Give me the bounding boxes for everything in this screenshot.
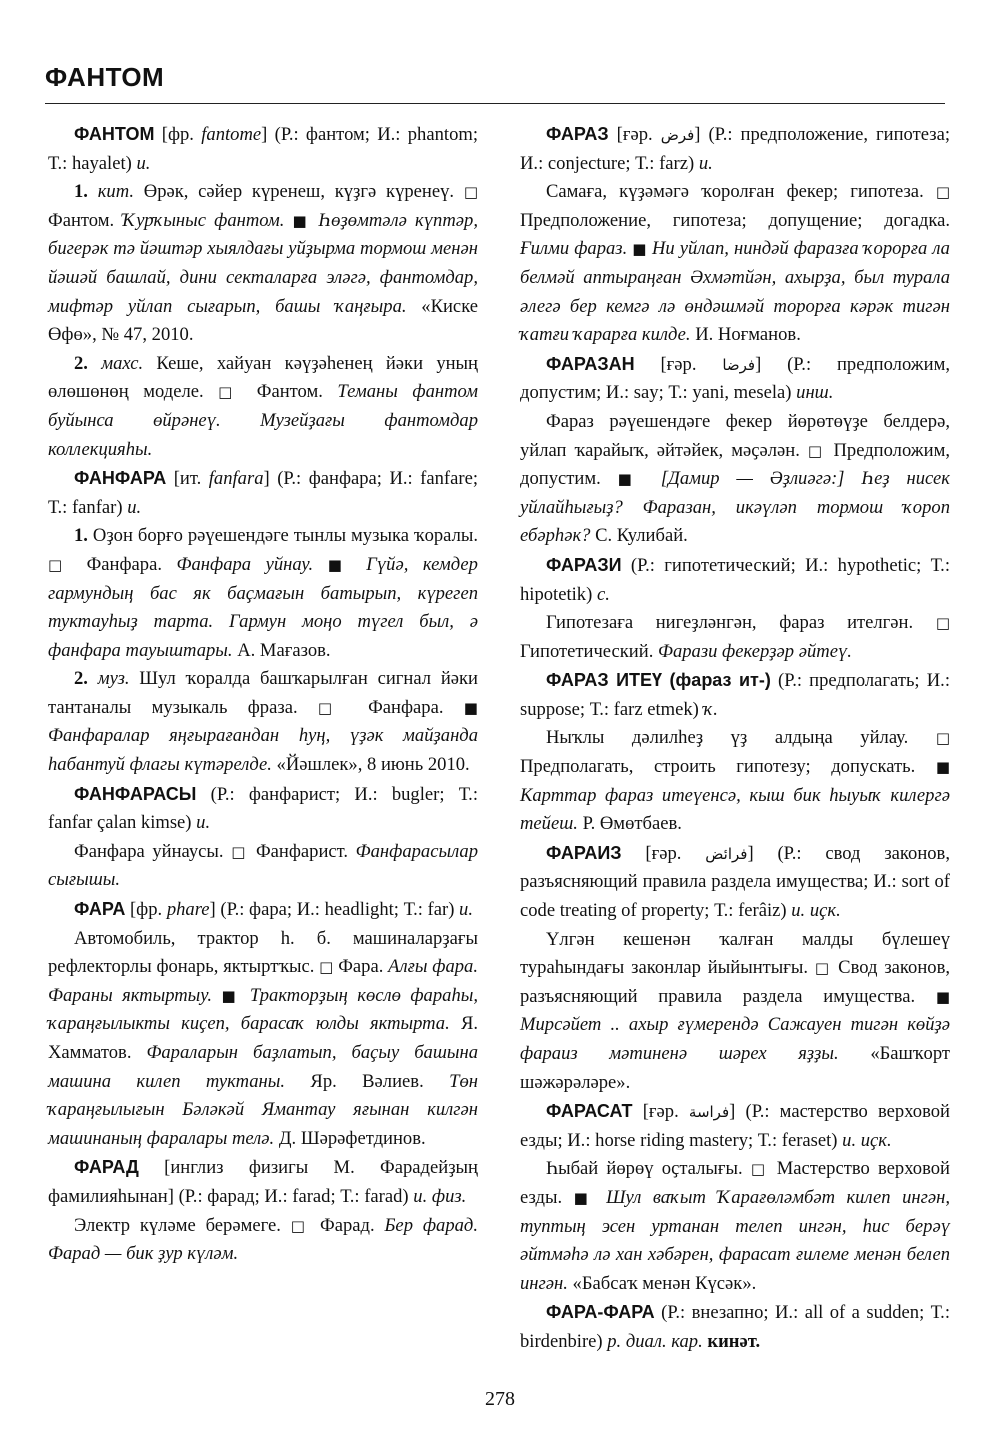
definition: Автомобиль, трактор һ. б. машиналарҙағы рефлекторлы фонарь, яктыртҡыс.: [48, 927, 478, 978]
part-of-speech: и. иҫк.: [791, 900, 841, 922]
entry-farad-body: [48, 1212, 478, 1269]
entry-text: ] (Р.: фанфара; И.: fanfare; Т.: fanfar): [48, 468, 478, 518]
entry-fanfara-head: [48, 464, 478, 522]
usage-label: муз.: [97, 668, 130, 690]
example: Ни уйлап, ниндәй фаразға ҡорорға ла белмәй аптыраңған Әхмәтйән, ахырҙа, был турала әлегә бер кемгә лә өндәшмәй торорға кәрәк тигән ҡатғи ҡарарға килде.: [520, 238, 950, 346]
russian-equivalent: Фанфара.: [347, 696, 464, 718]
part-of-speech: р. диал. кар.: [607, 1330, 708, 1352]
entry-text: (Р.: гипотетический; И.: hypothetic; Т.: hipotetik): [520, 554, 950, 605]
definition: Гипотезаға нигеҙләнгән, фараз ителгән.: [546, 612, 936, 634]
bullet-marker: ■: [935, 758, 950, 777]
entry-farazan-head: [520, 350, 950, 408]
headword: ФАРА-ФАРА: [546, 1302, 655, 1323]
entry-text: ] (Р.: фантом; И.: phantom; Т.: hayalet): [48, 124, 478, 174]
entry-text: ] (Р.: фара; И.: headlight; Т.: far): [209, 899, 460, 921]
square-marker: □: [317, 698, 348, 717]
entry-faraz-iteu-body: [520, 724, 950, 838]
entry-farasat-head: [520, 1097, 950, 1155]
part-of-speech: с.: [596, 583, 610, 605]
entry-fara-fara-head: [520, 1298, 950, 1356]
square-marker: □: [807, 441, 826, 460]
source: «Йәшлек», 8 июнь 2010.: [271, 754, 470, 776]
square-marker: □: [48, 555, 73, 574]
russian-equivalent: Фантом.: [242, 381, 338, 403]
entry-text: ] (Р.: свод законов, разъясняющий правила раздела имущества; И.: sort of code treating of property; Т.: ferâiz): [520, 842, 950, 922]
example: Фанфаралар яңғырағандан һуң, үҙәк майҙанда һабантуй флагы күтәрелде.: [48, 725, 478, 776]
square-marker: □: [218, 383, 243, 402]
square-marker: □: [935, 729, 950, 748]
part-of-speech: ҡ.: [703, 698, 718, 720]
entry-fara-body: [48, 925, 478, 1154]
russian-equivalent: Предположим, допустим.: [520, 439, 950, 490]
part-of-speech: и.: [127, 496, 142, 518]
part-of-speech: и.: [196, 812, 211, 834]
square-marker: □: [463, 183, 478, 202]
etymology: fantome: [201, 124, 262, 145]
entry-fara-head: [48, 895, 478, 925]
part-of-speech: и.: [459, 899, 473, 921]
definition: Өрәк, сәйер күренеш, күҙгә күренеү.: [134, 181, 464, 203]
part-of-speech: инш.: [796, 382, 834, 404]
entry-text: ] (Р.: предположим, допустим; И.: say; Т.: yani, mesela): [520, 353, 950, 404]
bullet-marker: ■: [617, 470, 644, 489]
part-of-speech: и.: [413, 1185, 428, 1207]
entry-text: [фр.: [154, 124, 202, 145]
example: Карттар фараз итеүенсә, кыш бик һыуыҡ килергә тейеш.: [520, 784, 950, 835]
entry-text: [ғәр.: [632, 1101, 689, 1123]
bullet-marker: ■: [221, 986, 241, 1005]
entry-farazi-body: [520, 609, 950, 666]
example: Бер фарад. Фарад — бик ҙур күләм.: [48, 1214, 478, 1265]
entry-text: (Р.: предполагать; И.: suppose; Т.: farz etmek): [520, 670, 950, 720]
sense-number: 2.: [74, 352, 102, 374]
russian-equivalent: Фарад.: [310, 1214, 385, 1236]
definition: Үлгән кешенән ҡалған малды бүлешеү тураһындағы законлар йыйынтығы.: [520, 928, 950, 979]
definition: Фанфара уйнаусы.: [74, 840, 232, 862]
square-marker: □: [935, 614, 950, 633]
entry-fantom-sense1: [48, 178, 478, 350]
source: «Киске Өфө», № 47, 2010.: [48, 295, 479, 346]
entry-farazan-body: [520, 408, 950, 551]
example: Һөҙөмтәлә күптәр, бигерәк тә йәштәр хыялдағы уйҙырма тормош менән йәшәй башлай, дини секталарға эләгә, фантомдар, мифтәр уйлап сығарып, башы ҡаңғыра.: [48, 209, 478, 317]
square-marker: □: [231, 842, 249, 861]
arabic-etymon: فرض: [660, 126, 695, 144]
example: Тракторҙың көслө фараһы, ҡараңғылыкты киҫеп, барасаҡ юлды яктырта.: [48, 984, 478, 1035]
russian-equivalent: Предполагать, строить гипотезу; допускать.: [520, 756, 936, 778]
definition: Кеше, хайуан кәүҙәһенең йәки уның өлөшөнөң моделе.: [48, 352, 479, 403]
part-of-speech: и.: [136, 152, 151, 174]
square-marker: □: [290, 1216, 311, 1235]
source: С. Кулибай.: [590, 525, 688, 547]
example: Ҡурҡыныс фантом.: [122, 209, 285, 231]
entry-text: (Р.: внезапно; И.: all of a sudden; Т.: birdenbire): [520, 1302, 950, 1352]
example: Теманы фантом буйынса өйрәнеү. Музейҙағы фантомдар коллекцияһы.: [48, 381, 478, 460]
definition: Һыбай йөрөү оҫталығы.: [546, 1158, 751, 1180]
russian-equivalent: Фанфарист.: [248, 840, 356, 862]
headword: ФАНФАРА: [74, 468, 167, 489]
cross-reference: кинәт.: [707, 1330, 761, 1352]
headword: ФАНФАРАСЫ: [74, 783, 197, 804]
entry-farazi-head: [520, 551, 950, 609]
bullet-marker: ■: [292, 211, 311, 230]
example: Алғы фара. Фараны яктыртыу.: [48, 956, 478, 1006]
left-column: [48, 120, 478, 1269]
entry-text: [ит.: [166, 468, 209, 490]
square-marker: □: [935, 183, 950, 202]
entry-faraiz-body: [520, 926, 950, 1098]
entry-faraz-iteu-head: [520, 666, 950, 724]
source: «Бабсаҡ менән Күсәк».: [567, 1272, 757, 1294]
entry-fanfara-sense2: [48, 665, 478, 779]
source: А. Мағазов.: [232, 639, 331, 661]
example: Төн ҡараңғылығын Бәләкәй Ямантау яғынан килгән машинаның фаралары телә.: [48, 1070, 478, 1149]
headword: ФАРАЗ ИТЕҮ (фараз ит-): [546, 670, 771, 691]
headword: ФАРАЗ: [546, 124, 609, 144]
entry-fanfara-sense1: [48, 522, 478, 665]
arabic-etymon: فرائض: [705, 844, 748, 863]
headword: ФАРАЗИ: [546, 554, 622, 575]
example: Фараларын баҙлатып, баҫыу башына машина килеп туктаны.: [48, 1042, 478, 1092]
entry-text: [ғәр.: [621, 842, 706, 864]
bullet-marker: ■: [935, 987, 950, 1006]
russian-equivalent: Фанфара.: [72, 553, 177, 575]
definition: Ныҡлы дәлилһеҙ үҙ алдыңа уйлау.: [546, 727, 936, 749]
entry-text: ] (Р.: предположение, гипотеза; И.: conjecture; Т.: farz): [520, 124, 950, 174]
source: Яр. Вәлиев.: [285, 1070, 450, 1092]
entry-faraz-body: [520, 178, 950, 350]
source: И. Ноғманов.: [690, 324, 801, 346]
etymology: phare: [166, 899, 210, 921]
bullet-marker: ■: [632, 240, 647, 259]
example: Шул ваҡыт Ҡарағөләмбәт килеп ингән, туптың эсен уртанан телеп ингән, һис берәү әйтмәһә лә хан хәбәрен, фарасат ғилеме менән белеп ингән.: [520, 1186, 950, 1294]
arabic-etymon: فراسة: [688, 1103, 730, 1122]
bullet-marker: ■: [463, 698, 478, 717]
etymology: fanfara: [208, 468, 264, 490]
square-marker: □: [814, 959, 832, 978]
sense-number: 1.: [74, 181, 98, 203]
part-of-speech: и.: [698, 152, 713, 174]
russian-equivalent: Предположение, гипотеза; допущение; догадка.: [520, 209, 950, 231]
source: Я. Хамматов.: [48, 1013, 478, 1063]
entry-faraz-head: [520, 120, 950, 178]
definition: Электр күләме берәмеге.: [74, 1214, 291, 1236]
usage-label: махс.: [101, 352, 144, 374]
right-column: [520, 120, 950, 1357]
example: [Дамир — Әҙлиәгә:] Һеҙ нисек уйлайһығыҙ? Фаразан, икәүләп тормош ҡороп ебәрһәк?: [520, 468, 950, 547]
example: Фарази фекерҙәр әйтеү.: [658, 640, 852, 662]
russian-equivalent: Гипотетический.: [520, 640, 659, 662]
entry-farad-head: [48, 1153, 478, 1211]
example: Мирсәйет .. ахыр ғүмерендә Сажауен тигән көйҙә фараиз мәтиненә шәрех яҙҙы.: [520, 1014, 950, 1064]
definition: Фараз рәүешендәге фекер йөрөтөүҙе белдерә, уйлап ҡарайыҡ, әйтәйек, мәҫәлән.: [520, 410, 950, 461]
bullet-marker: ■: [327, 555, 352, 574]
entry-faraiz-head: [520, 839, 950, 926]
example: Фанфарасылар сығышы.: [48, 840, 478, 891]
entry-text: ] (Р.: мастерство верховой езды; И.: horse riding mastery; Т.: feraset): [520, 1101, 950, 1151]
russian-equivalent: Мастерство верховой езды.: [520, 1158, 950, 1208]
source: Р. Өмөтбаев.: [577, 813, 682, 835]
example: Гүйә, кемдер гармундың бас як баҫмағын батырып, күрегеп туктауһыҙ тарта. Гармун моңо түгел был, ә фанфара тауыштары.: [48, 553, 478, 661]
entry-text: (Р.: фанфарист; И.: bugler; Т.: fanfar çalan kimse): [48, 783, 478, 834]
sense-number: 1.: [74, 525, 93, 547]
entry-text: [фр.: [125, 899, 167, 921]
usage-label: кит.: [97, 181, 135, 203]
sense-number: 2.: [74, 668, 98, 690]
russian-equivalent: Свод законов, разъясняющий правила раздела имущества.: [520, 957, 950, 1007]
entry-fantom-head: [48, 120, 478, 178]
headword: ФАНТОМ: [74, 124, 155, 144]
headword: ФАРАД: [74, 1157, 139, 1178]
source: Д. Шәрәфетдинов.: [274, 1127, 426, 1149]
example: Фанфара уйнау.: [176, 553, 314, 575]
page-number: 278: [485, 1388, 515, 1410]
square-marker: □: [319, 958, 334, 977]
headword: ФАРАИЗ: [546, 842, 622, 863]
usage-label: физ.: [427, 1185, 467, 1207]
entry-text: [инглиз физигы М. Фарадейҙың фамилияһынан] (Р.: фарад; И.: farad; Т.: farad): [48, 1157, 478, 1207]
definition: Шул ҡоралда башҡарылған сигнал йәки тантаналы музыкаль фраза.: [48, 668, 479, 718]
headword: ФАРА: [74, 899, 126, 920]
russian-equivalent: Фара.: [333, 956, 389, 978]
square-marker: □: [750, 1160, 769, 1179]
headword: ФАРАСАТ: [546, 1101, 633, 1122]
part-of-speech: и. иҫк.: [842, 1129, 892, 1151]
russian-equivalent: Фантом.: [48, 209, 123, 231]
arabic-etymon: فرضا: [722, 355, 756, 374]
header-rule: [45, 103, 945, 104]
entry-fantom-sense2: [48, 350, 478, 464]
definition: Оҙон борғо рәүешендәге тынлы музыка ҡоралы.: [92, 525, 478, 547]
entry-fanfarasy-head: [48, 780, 478, 838]
source: «Башҡорт шәжәрәләре».: [520, 1043, 951, 1093]
page-header-title: ФАНТОМ: [45, 62, 165, 92]
entry-text: [ғәр.: [634, 353, 723, 375]
headword: ФАРАЗАН: [546, 353, 635, 374]
entry-farasat-body: [520, 1155, 950, 1298]
entry-text: [ғәр.: [608, 124, 661, 145]
example: Ғилми фараз.: [520, 238, 628, 260]
definition: Самаға, күҙәмәгә ҡоролған фекер; гипотеза.: [546, 181, 936, 203]
entry-fanfarasy-body: [48, 838, 478, 895]
bullet-marker: ■: [573, 1188, 595, 1207]
